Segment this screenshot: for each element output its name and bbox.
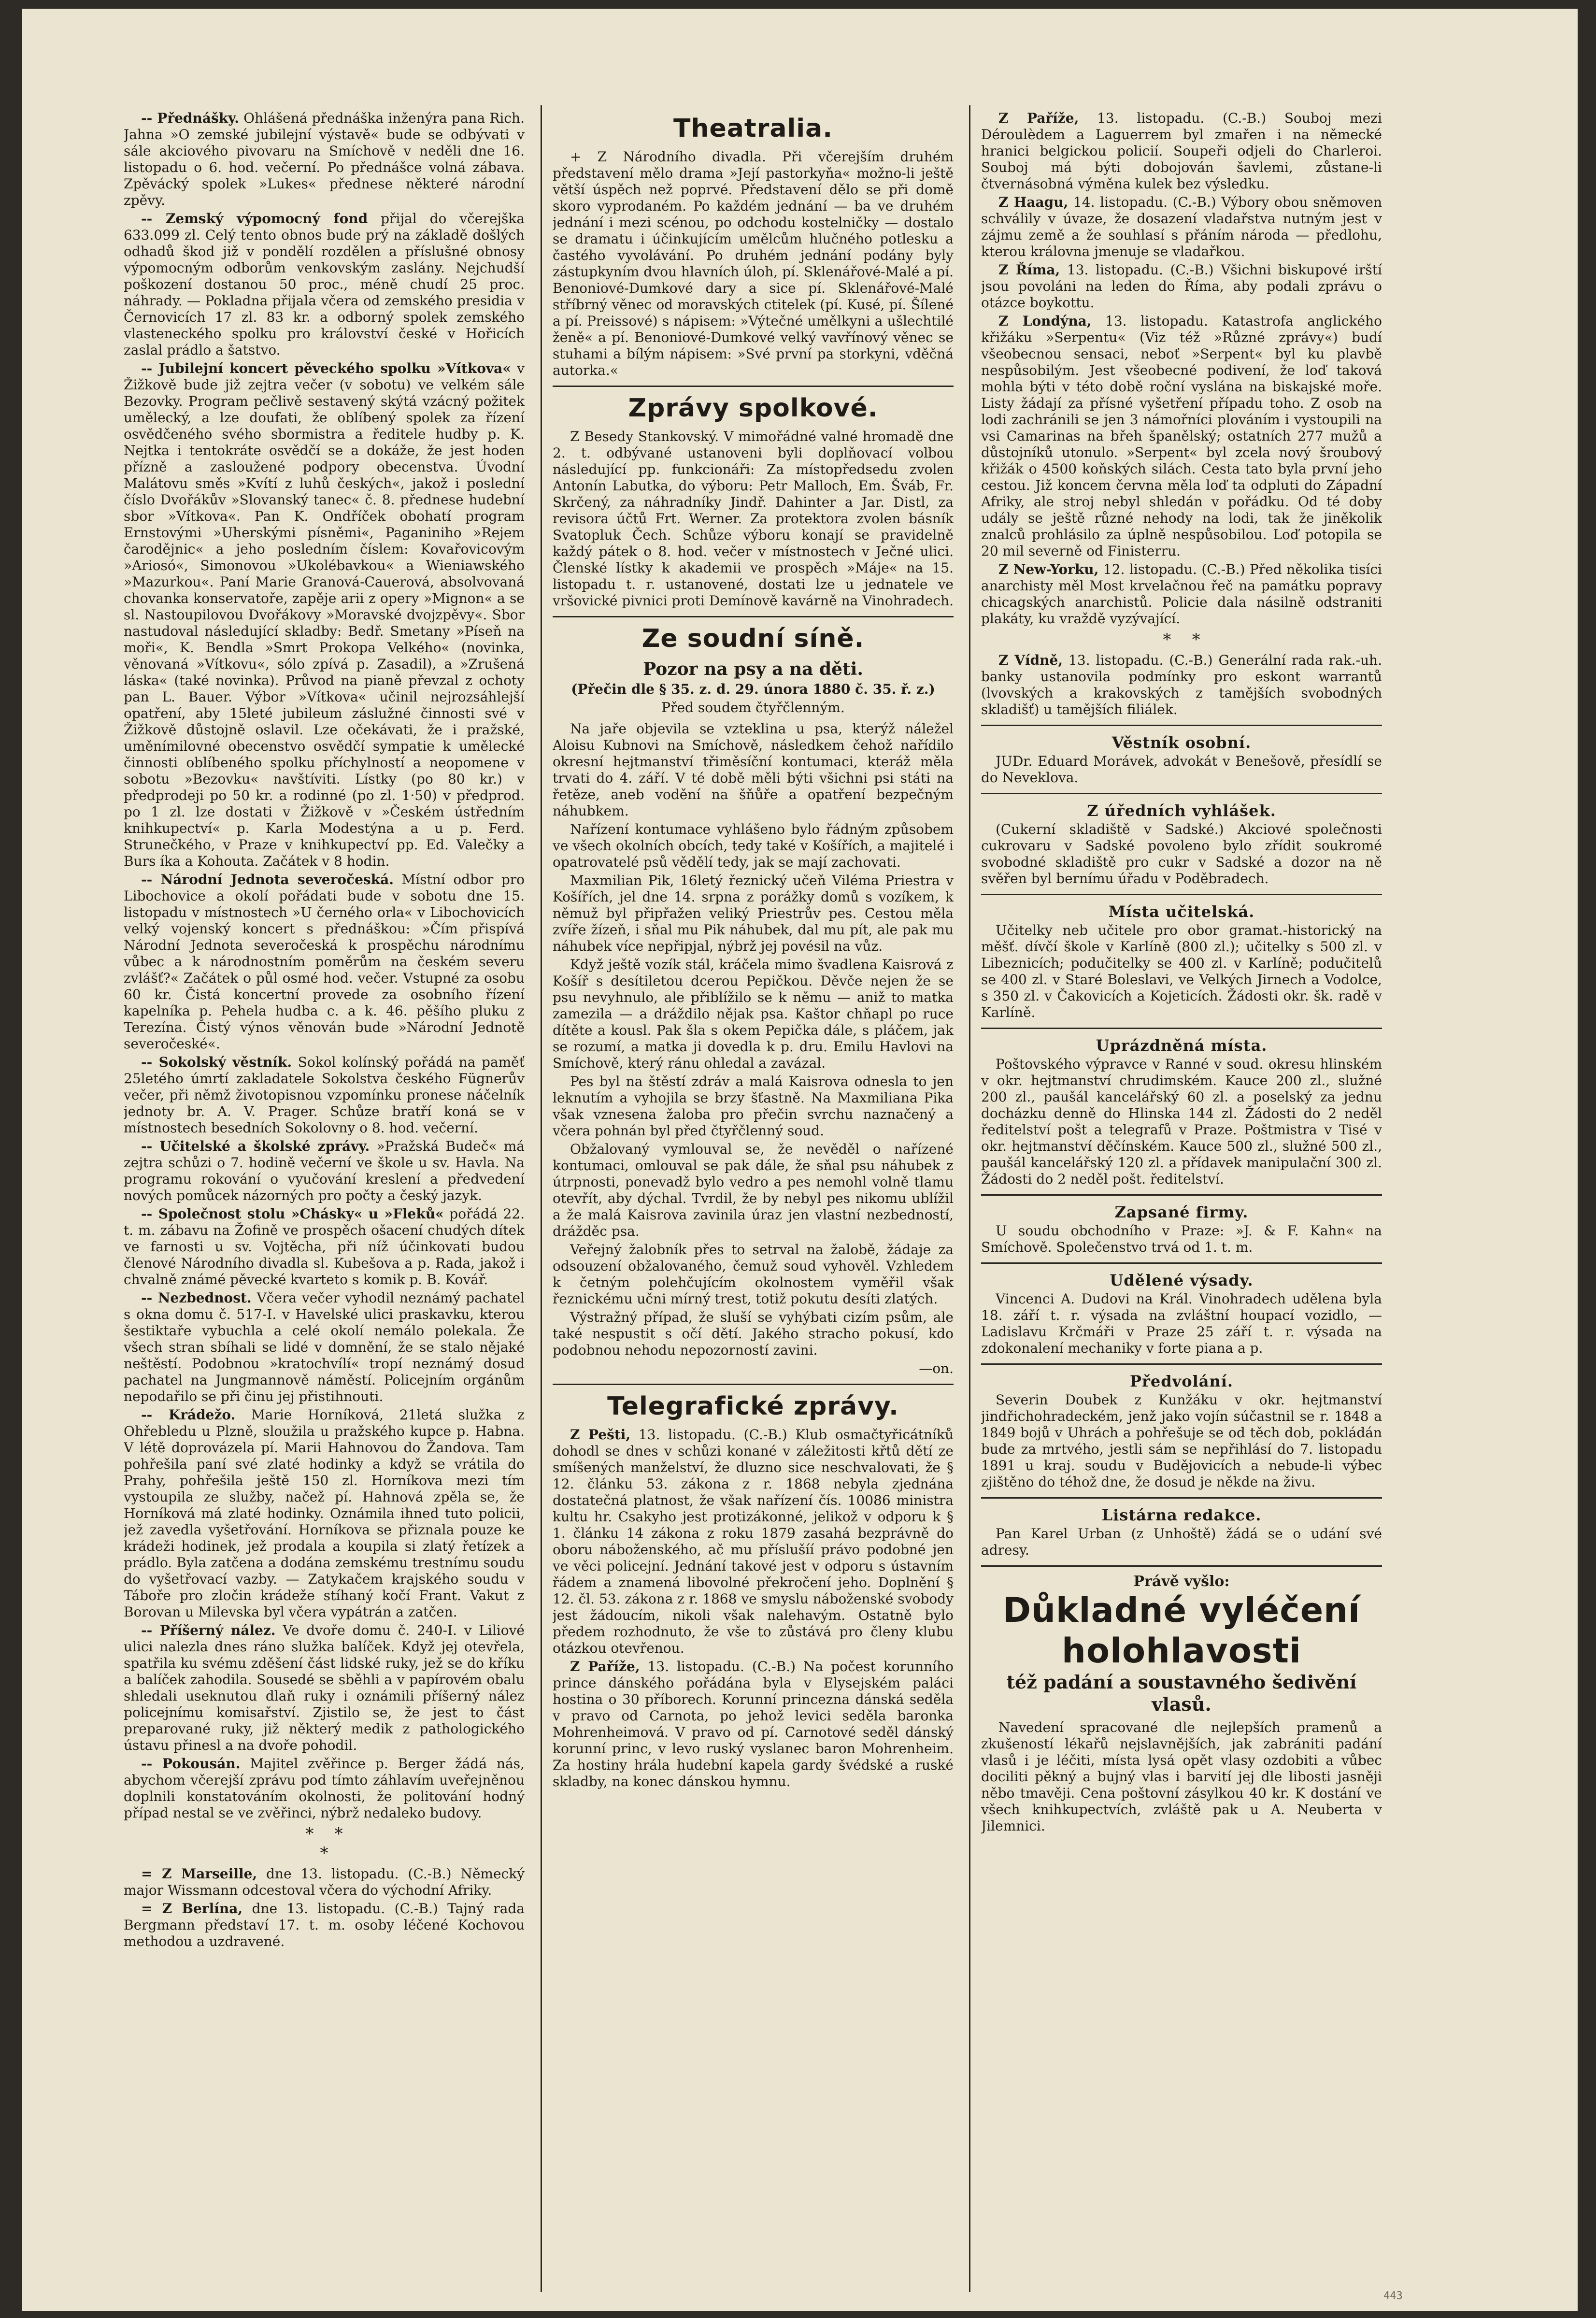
news-item	[124, 1622, 525, 1754]
news-item-text: Ohlášená přednáška inženýra pana Rich. Jahna »O zemské jubilejní výstavě« bude se odbývati v sále akciového pivovaru na Smíchově v neděli dne 16. listopadu o 6. hod. večerní. Po přednášce volná zábava. Zpěvácký spolek »Lukes« přednese některé národní zpěvy.	[124, 110, 525, 208]
section-title-telegrams: Telegrafické zprávy.	[607, 1392, 899, 1421]
telegram-item	[124, 1866, 525, 1899]
telegram-item-lead: = Z Berlína,	[141, 1901, 243, 1917]
ad-intro: Právě vyšlo:	[1133, 1573, 1230, 1590]
news-item-text: přijal do včerejška 633.099 zl. Celý tento obnos bude prý na základě došlých odhadů škod již v pondělí rozdělen a příslušné obnosy výpomocným odborům venkovským zaslány. Nejchudší poškození dostanou 50 proc., méně chudí 25 proc. náhrady. — Pokladna přijala včera od zemského presidia v Černovicích 17 zl. 83 kr. a odborný spolek zemského vlasteneckého spolku pro království české v Hořicích zaslal prádlo a šatstvo.	[124, 211, 525, 358]
column-rule-left	[541, 105, 542, 2292]
notice-text: Pan Karel Urban (z Unhoště) žádá se o udání své adresy.	[981, 1526, 1382, 1558]
news-item-lead: -- Přednášky.	[141, 110, 239, 126]
telegram-item-lead: Z Říma,	[998, 262, 1060, 278]
telegram-list	[981, 110, 1382, 627]
notice-box	[981, 1028, 1382, 1188]
separator-stars: * * *	[305, 1824, 343, 1863]
notice-box	[981, 1363, 1382, 1490]
notice-title: Uprázdněná místa.	[1096, 1036, 1268, 1055]
news-item	[124, 110, 525, 209]
court-paragraph: Pes byl na štěstí zdráv a malá Kaisrova odnesla to jen leknutím a vyhojila se brzy šťastně. Na Maxmiliana Pika však vznesena žaloba pro přečin svrchu naznačený a včera pohnán byl před čtyřčlenný soud.	[553, 1073, 954, 1139]
news-item-text: Marie Horníková, 21letá služka z Ohřebledu u Plzně, sloužila u pražského kupce p. Habna. V létě doprovázela pí. Marii Hahnovou do Žandova. Tam pohřešila paní své zlaté hodinky a když se vrátila do Prahy, pohřešila ještě 150 zl. Horníkova mezi tím vystoupila ze služby, načež pí. Hahnová zpěla se, že Horníková má zlaté hodinky. Oznámila ihned tuto policii, jež zavedla vyšetřování. Horníkova se přiznala pouze ke krádeži hodinek, jež prodala a koupila si zlatý řetízek a prádlo. Byla zatčena a dodána zemskému trestnímu soudu do vyšetřovací vazby. — Zatykačem krajského soudu v Táboře pro zločin krádeže stíhaný kočí Frant. Vakut z Borovan u Milevska byl včera vypátrán a zatčen.	[124, 1407, 525, 1620]
news-item-text: Majitel zvěřince p. Berger žádá nás, abychom včerejší zprávu pod tímto záhlavím uveřejněnou doplnili konstatováním okolnosti, že politování hodný případ nestal se ve zvěřinci, nýbrž nedaleko budovy.	[124, 1756, 525, 1821]
telegram-list	[553, 1427, 954, 1790]
advertisement	[981, 1574, 1382, 1834]
telegram-item	[553, 1427, 954, 1657]
telegram-item-text: 13. listopadu. (C.-B.) Všichni biskupové irští jsou povoláni na leden do Říma, aby podali zprávu o otázce boykottu.	[981, 262, 1382, 311]
news-item-lead: -- Zemský výpomocný fond	[141, 211, 368, 227]
news-item	[124, 1756, 525, 1821]
court-paragraph: Veřejný žalobník přes to setrval na žalobě, žádaje za odsouzení obžalovaného, čemuž soud vyhověl. Vzhledem k četným polehčujícím okolnostem vyměřil však řeznickému učni mírný trest, totiž pokutu desíti zlatých.	[553, 1242, 954, 1307]
court-subtitle: Před soudem čtyřčlenným.	[661, 700, 845, 715]
notice-text: Poštovského výpravce v Ranné v soud. okresu hlinském v okr. hejtmanství chrudimském. Kauce 200 zl., služné 200 zl., paušál kancelářský 60 zl. a poselský za jednu docházku denně do Hlinska 144 zl. Žádosti do 2 neděl ředitelství pošt a telegrafů v Praze. Poštmistra v Tisé v okr. hejtmanství děčínském. Kauce 500 zl., služné 500 zl., paušál kancelářský 120 zl. a přídavek manipulační 300 zl. Žádosti do 2 neděl pošt. ředitelství.	[981, 1056, 1382, 1187]
news-item-lead: -- Krádežo.	[141, 1407, 236, 1423]
notice-title: Zapsané firmy.	[1114, 1203, 1249, 1221]
divider	[981, 725, 1382, 726]
telegram-item-lead: = Z Marseille,	[141, 1866, 257, 1882]
notice-title: Udělené výsady.	[1110, 1271, 1254, 1289]
telegram-item-text: dne 13. listopadu. (C.-B.) Německý major Wissmann odcestoval včera do východní Afriky.	[124, 1866, 525, 1898]
telegram-item-lead: Z New-Yorku,	[998, 561, 1099, 577]
notice-box	[981, 725, 1382, 786]
news-item-lead: -- Příšerný nález.	[141, 1622, 276, 1638]
telegram-item	[981, 561, 1382, 627]
notice-title: Místa učitelská.	[1108, 902, 1255, 921]
column-middle	[553, 110, 954, 2297]
notice-text: Učitelky neb učitele pro obor gramat.-historický na měšť. dívčí škole v Karlíně (800 zl.); učitelky s 500 zl. v Libeznicích; podučitelky se 400 zl. v Karlíně; podučitelů se 400 zl. v Staré Boleslavi, ve Velkých Jirnech a Vodolce, s 350 zl. v Čakovicích a Kojeticích. Žádosti okr. šk. radě v Karlíně.	[981, 922, 1382, 1020]
news-item-lead: -- Nezbednost.	[141, 1290, 252, 1306]
divider	[981, 793, 1382, 794]
news-item-text: »Pražská Budeč« má zejtra schůzi o 7. hodině večerní ve škole u sv. Havla. Na programu rokování o vyučování kreslení a předvedení nových pomůcek názorných pro počty a český jazyk.	[124, 1138, 525, 1203]
news-item-lead: -- Národní Jednota severočeská.	[141, 872, 394, 887]
telegram-item-lead: Z Haagu,	[998, 194, 1069, 210]
court-headline: Pozor na psy a na děti.	[643, 659, 863, 679]
notice-box	[981, 1194, 1382, 1256]
section-title-court: Ze soudní síně.	[641, 624, 865, 653]
column-rule-right	[969, 105, 970, 2292]
divider	[553, 616, 954, 617]
court-paragraph: Výstražný případ, že sluší se vyhýbati cizím psům, ale také nespustit s očí dětí. Jakého stracho pokusí, kdo podobnou nehodu nepozorností zavini.	[553, 1309, 954, 1358]
ad-subtitle: též padání a soustavného šedivění vlasů.	[1006, 1671, 1357, 1715]
ad-body: Navedení spracované dle nejlepších pramenů a zkušeností lékařů nejslavnějších, jak zabrániti padání vlasů i je léčiti, místa lysá opět vlasy ozdobiti a vůbec dociliti pěkný a bujný vlas i barvití jej dle libosti jasněji něbo tmavěji. Cena poštovní zásylkou 40 kr. K dostání ve všech knihkupectvích, zvláště pak u A. Neuberta v Jilemnici.	[981, 1719, 1382, 1834]
telegram-item-lead: Z Paříže,	[570, 1659, 640, 1674]
court-signature: —on.	[919, 1360, 954, 1376]
telegram-list	[124, 1866, 525, 1950]
news-item	[124, 1138, 525, 1204]
divider	[553, 1384, 954, 1385]
theatre-article: + Z Národního divadla. Při včerejším druhém představení mělo drama »Její pastorkyňa« možno-li ještě větší úspěch než poprvé. Představení dělo se při domě skoro vyprodaném. Po každém jednání — ba ve druhém jednání i mezi scénou, po odchodu kostelničky — dostalo se dramatu i účinkujícím umělcům hlučného potlesku a častého vyvolávání. Po druhém jednání podány byly zástupkyním dvou hlavních úloh, pí. Sklenářové-Malé a pí. Benoniové-Dumkové dary a sice pí. Sklenářové-Malé stříbrný věnec od moravských ctitelek (pí. Kusé, pí. Šílené a pí. Preissové) s nápisem: »Výtečné umělkyni a ušlechtilé ženě« a pí. Benoniové-Dumkové velký vavřínový věnec se stuhami a bílým nápisem: »Své první pa storkyni, vděčná autorka.«	[553, 149, 954, 378]
news-item-lead: -- Učitelské a školské zprávy.	[141, 1138, 370, 1154]
notice-title: Z úředních vyhlášek.	[1087, 801, 1276, 820]
notice-text: (Cukerní skladiště v Sadské.) Akciové společnosti cukrovaru v Sadské povoleno bylo zřídit soukromé svobodné skladiště pro cukr v Sadské a dozor na ně svěřen byl bernímu úřadu v Poděbradech.	[981, 821, 1382, 887]
newspaper-page	[22, 9, 1578, 2311]
divider	[553, 386, 954, 387]
section-title-club-news: Zprávy spolkové.	[628, 394, 878, 423]
telegram-item-text: 13. listopadu. (C.-B.) Souboj mezi Déroulèdem a Laguerrem byl zmařen i na německé hranici belgickou policií. Soupeři odjeli do Charleroi. Souboj má býti dobojován šavlemi, zůstane-li čtvernásobná výměna kulek bez výsledku.	[981, 110, 1382, 192]
court-paragraph: Maxmilian Pik, 16letý řeznický učeň Viléma Priestra v Košířích, jel dne 14. srpna z porážky domů s vozíkem, k němuž byl připřažen veliký Priestrův pes. Cestou měla zvíře žízeň, i sňal mu Pik náhubek, dal mu pít, ale pak mu náhubek více nepřipjal, nýbrž jej povésil na vůz.	[553, 873, 954, 954]
telegram-item	[553, 1659, 954, 1790]
news-item-lead: -- Pokousán.	[141, 1756, 241, 1772]
court-law-reference: (Přečin dle § 35. z. d. 29. února 1880 č. 35. ř. z.)	[571, 681, 935, 697]
notice-title: Věstník osobní.	[1112, 733, 1252, 752]
separator-stars: * *	[1163, 630, 1200, 649]
court-paragraph: Na jaře objevila se vzteklina u psa, kterýž náležel Aloisu Kubnovi na Smíchově, následkem čehož nařídilo okresní hejtmanství třiměsíční kontumaci, kteráž měla trvati do 4. září. V té době měli býti všichni psi státi na řetěze, aneb vodění na šňůře a opatření bezpečným náhubkem.	[553, 721, 954, 819]
notice-text: Severin Doubek z Kunžáku v okr. hejtmanství jindřichohradeckém, jenž jako vojín súčastnil se r. 1848 a 1849 bojů v Uhrách a pohřešuje se od těch dob, pokládán bude za mrtvého, jestli sám se nepřihlásí do 7. listopadu 1891 u kraj. soudu v Budějovicích a nebude-li výbec zjištěno do téhož dne, že dosud je někde na živu.	[981, 1392, 1382, 1490]
telegram-item-lead: Z Pešti,	[570, 1427, 631, 1443]
column-right	[981, 110, 1382, 2297]
news-item-text: pořádá 22. t. m. zábavu na Žofině ve prospěch ošacení chudých dítek ve farnosti u sv. Vojtěcha, při níž účinkovati budou členové Národního divadla sl. Kubešova a p. Rada, jakož i chvalně známé pěvecké kvarteto s komik p. B. Kovář.	[124, 1206, 525, 1288]
news-item-text: Sokol kolínský pořádá na paměť 25letého úmrtí zakladatele Sokolstva českého Fügnerův večer, při němž životopisnou vzpomínku pronese náčelník jednoty br. A. V. Prager. Schůze bratří koná se v místnostech besedních Sokolovny o 8. hod. večerní.	[124, 1054, 525, 1136]
notice-box	[981, 894, 1382, 1021]
news-item-text: v Žižkově bude již zejtra večer (v sobotu) ve velkém sále Bezovky. Program pečlivě sestavený skýtá vzácný požitek umělecký, a lze doufati, že oblíbený spolek za řízení osvědčeného svého sbormistra a ředitele hudby p. K. Nejtka i tentokráte osvědčí se a dokáže, že jest hoden přízně a zasloužené podpory obecenstva. Úvodní Malátovu směs »Kvítí z luhů českých«, jakož i poslední číslo Dvořákův »Slovanský tanec« č. 8. přednese hudební sbor »Vítkova«. Pan K. Ondříček obohatí program Ernstovými »Uherskými písněmi«, Paganiniho »Rejem čarodějnic« a jeho posledním číslem: Kovařovicovým »Ariosó«, Simonovou »Ukolébavkou« a Wieniawského »Mazurkou«. Paní Marie Granová-Cauerová, absolvovaná chovanka konservatoře, zapěje arii z opery »Mignon« a se sl. Nastoupilovou Dvořákovy »Moravské dvojzpěvy«. Sbor nastudoval následující skladby: Bedř. Smetany »Píseň na moři«, K. Bendla »Smrt Prokopa Velkého« (novinka, věnovaná »Vítkovu«, sólo zpívá p. Zasadil), a »Zrušená láska« (také novinka). Průvod na pianě převzal z ochoty pan L. Bauer. Výbor »Vítkova« učinil nejrozsáhlejší opatření, aby 15leté jubileum záslužné činnosti své v Žižkově důstojně oslavil. Lze očekávati, že i pražské, uměnímilovné obecenstvo osvědčí sympatie k umělecké činnosti oblíbeného spolku příchylností a neopomene v sobotu »Bezovku« navštíviti. Lístky (po 80 kr.) v předprodeji po 50 kr. a rodinné (po zl. 1·50) v předprod. po 1 zl. lze dostati v Žižkově v »Českém ústředním knihkupectví« p. Karla Modestýna a u p. Ferd. Strunečkého, v Praze v knihkupectví pp. Ed. Valečky a Burs íka a Kohouta. Začátek v 8 hodin.	[124, 360, 525, 869]
news-item	[124, 360, 525, 870]
court-paragraph: Obžalovaný vymlouval se, že nevěděl o nařízené kontumaci, omlouval se pak dále, že sňal psu náhubek z útrpnosti, ponevadž bylo vedro a pes nemohl volně tlamu otevřít, aby dýchal. Tvrdil, že by nebyl pes nikomu ublížil a že malá Kaisrova zavinila úraz jen vlastní nezbedností, drážděc psa.	[553, 1141, 954, 1239]
notice-text: U soudu obchodního v Praze: »J. & F. Kahn« na Smíchově. Společenstvo trvá od 1. t. m.	[981, 1223, 1382, 1255]
divider	[981, 1565, 1382, 1567]
vienna-telegram: Z Vídně, 13. listopadu. (C.-B.) Generální rada rak.-uh. banky ustanovila podmínky pro eskont warrantů (lvovských a krakovských z tamějších svobodných skladišť) u tamějších filiálek.	[981, 652, 1382, 717]
news-item-lead: -- Sokolský věstník.	[141, 1054, 292, 1070]
telegram-item	[981, 313, 1382, 559]
notice-text: Vincenci A. Dudovi na Král. Vinohradech udělena byla 18. září t. r. výsada na zvláštní houpací vozidlo, — Ladislavu Krčmáři v Praze 25 září t. r. výsada na zdokonalení mechaniky v forte piana a p.	[981, 1291, 1382, 1356]
news-item-lead: -- Společnost stolu »Chásky« u »Fleků«	[141, 1206, 444, 1222]
telegram-item-lead: Z Paříže,	[998, 110, 1079, 126]
news-item	[124, 872, 525, 1052]
news-item	[124, 1054, 525, 1136]
divider	[981, 1194, 1382, 1196]
column-local-news	[124, 110, 525, 2297]
telegram-item-text: 13. listopadu. (C.-B.) Na počest korunního prince dánského pořádána byla v Elysejském paláci hostina o 30 příborech. Korunní princezna dánská seděla v pravo od Carnota, po jehož levici seděla baronka Mohrenheimová. V pravo od pí. Carnotové seděl dánský korunní princ, v levo ruský vyslanec baron Mohrenheim. Za hostiny hrála hudební kapela gardy švédské a ruské skladby, na konec dánskou hymnu.	[553, 1659, 954, 1789]
telegram-item	[124, 1901, 525, 1950]
telegram-item-text: 14. listopadu. (C.-B.) Výbory obou sněmoven schválily v úvaze, že dosazení vladařstva nutným jest v zájmu země a že souhlasí s přáním národa — předlohu, kterou královna jmenuje se vladařkou.	[981, 194, 1382, 259]
section-title-theatre: Theatralia.	[673, 114, 833, 143]
local-news-list	[124, 110, 525, 1821]
news-item	[124, 211, 525, 358]
divider	[981, 894, 1382, 895]
court-article	[553, 721, 954, 1359]
news-item-lead: -- Jubilejní koncert pěveckého spolku »Vítkova«	[141, 360, 511, 376]
telegram-item	[981, 194, 1382, 260]
news-item	[124, 1206, 525, 1288]
club-article: Z Besedy Stankovský. V mimořádné valné hromadě dne 2. t. odbývané ustanoveni byli doplňovací volbou následující pp. funkcionáři: Za místopředsedu zvolen Antonín Labutka, do výboru: Petr Malloch, Em. Šváb, Fr. Skrčený, za náhradníky Jindř. Dahinter a Jar. Distl, za revisora účtů Frt. Werner. Za protektora zvolen básník Svatopluk Čech. Schůze výboru konají se pravidelně každý pátek o 8. hod. večer v místnostech v Ječné ulici. Členské lístky k akademii ve prospěch »Máje« na 15. listopadu t. r. ustanovené, dostati lze u jednatele ve vršovické pivnici proti Demínově kavárně na Vinohradech.	[553, 429, 954, 609]
telegram-item	[981, 110, 1382, 192]
notice-text: JUDr. Eduard Morávek, advokát v Benešově, přesídlí se do Neveklova.	[981, 753, 1382, 786]
notice-title: Listárna redakce.	[1101, 1506, 1262, 1524]
ad-title: Důkladné vyléčení holohlavosti	[1002, 1590, 1361, 1671]
notices-list	[981, 725, 1382, 1559]
telegram-item	[981, 262, 1382, 311]
news-item-text: Včera večer vyhodil neznámý pachatel s okna domu č. 517-I. v Havelské ulici praskavku, kterou šestiktaře vybuchla a celé okolí nemálo polekala. Že všech stran sbíhali se lidé v domnění, že se stalo nějaké neštěstí. Podobnou »kratochvílí« tropí neznámý dosud pachatel na Jungmannově náměstí. Policejním orgánům nepodařilo se při činu jej přistihnouti.	[124, 1290, 525, 1404]
news-item-text: Místní odbor pro Libochovice a okolí pořádati bude v sobotu dne 15. listopadu v místnostech »U černého orla« v Libochovicích velký vojenský koncert s přednáškou: »Čím přispívá Národní Jednota severočeská k prospěchu národnímu vůbec a k národnostním poměrům na českém severu zvlášť?« Začátek o půl osmé hod. večer. Vstupné za osobu 60 kr. Čistá koncertní provede za osobního řízení kapelníka p. Pehela hudba c. a k. 46. pěšího pluku z Terezína. Čistý výnos věnován bude »Národní Jednotě severočeské«.	[124, 872, 525, 1052]
divider	[981, 1028, 1382, 1029]
telegram-item-text: 12. listopadu. (C.-B.) Před několika tisíci anarchisty měl Most krvelačnou řeč na památku popravy chicagských anarchistů. Policie dala násilně odstraniti plakáty, ku vraždě vyzývající.	[981, 561, 1382, 627]
notice-box	[981, 793, 1382, 887]
telegram-item-lead: Z Londýna,	[998, 313, 1092, 329]
telegram-item-text: 13. listopadu. Katastrofa anglického křižáku »Serpentu« (Viz též »Různé zprávy«) budí všeobecnou sensaci, neboť »Serpent« byl ku plavbě nespůsobilým. Jest všeobecné podivení, že loď taková mohla býti v této době roční vyslána na biskajské moře. Listy žádají za přísné vyšetření případu toho. Z osob na lodi zachránili se jen 3 námořníci plováním i vystoupili na vsi Camarinas na břeh španělský; ostatních 277 mužů a důstojníků utonulo. »Serpent« byl zcela nový šroubový křižák o 4500 koňských silách. Cesta tato byla první jeho cestou. Již koncem června měla loď ta odpluti do Západní Afriky, ale stroj nebyl shledán v pořádku. Od té doby udály se ještě různé nehody na lodi, tak že jiněkolik znalců prohlásilo za úplně nespůsobilou. Loď potopila se 20 mil severně od Finisterru.	[981, 313, 1382, 559]
divider	[981, 1262, 1382, 1264]
news-item-text: Ve dvoře domu č. 240-I. v Liliové ulici nalezla dnes ráno služka balíček. Když jej otevřela, spatřila ku svému zděšení část lidské ruky, jež se do kříku a balíček zahodila. Sousedé se sběhli a v papírovém obalu shledali useknutou dlaň ruky i oznámili příšerný nález policejnímu komisařství. Zjistilo se, že jest to část preparované ruky, již některý medik z pathologického ústavu přinesl a na dvoře pohodil.	[124, 1622, 525, 1753]
news-item	[124, 1407, 525, 1620]
news-item	[124, 1290, 525, 1405]
notice-title: Předvolání.	[1129, 1372, 1234, 1390]
notice-box	[981, 1262, 1382, 1357]
telegram-item-text: 13. listopadu. (C.-B.) Klub osmačtyřicátníků dohodl se dnes v schůzi konané v záležitosti křtů dětí ze smíšených manželství, že dluzno sice neschvalovati, že § 12. článku 53. zákona z r. 1868 nebyla zjednána dostatečná platnost, že však nařízení čís. 10086 ministra kultu hr. Csakyho jest protizákonné, jelikož v odporu k § 1. článku 14 zákona z roku 1879 zasahá bezprávně do oboru náboženského, ač mu příslušíí právo podobné jen ve věci policejní. Jednání takové jest v odporu s ústavním řádem a znamená libovolné překročení jeho. Doplnění § 12. čl. 53. zákona z r. 1868 ve smyslu náboženské svobody jest žádoucím, nikoli však nalehavým. Ostatně bylo předem rozhodnuto, že vše to zůstává pro členy klubu otázkou otevřenou.	[553, 1427, 954, 1656]
page-number: 443	[1383, 2290, 1403, 2302]
divider	[981, 1497, 1382, 1499]
telegram-item-text: dne 13. listopadu. (C.-B.) Tajný rada Bergmann představí 17. t. m. osoby léčené Kochovou methodou a uzdravené.	[124, 1901, 525, 1949]
court-paragraph: Když ještě vozík stál, kráčela mimo švadlena Kaisrová z Košíř s desítiletou dcerou Pepičkou. Děvče nejen že se psu nevyhnulo, ale přiblížilo se k němu — aniž to matka zamezila — a dráždilo nějak psa. Kaštor chňapl po ruce dítěte a kousl. Pak šla s okem Pepička dále, s pláčem, jak se rozumí, a matka ji dovedla k p. dru. Emilu Havlovi na Smíchově, který ránu ohledal a zavázal.	[553, 957, 954, 1071]
divider	[981, 1363, 1382, 1365]
court-paragraph: Nařízení kontumace vyhlášeno bylo řádným způsobem ve všech okolních obcích, tedy také v Košířích, a majitelé i opatrovatelé psů vědělí tedy, jak se mají zachovati.	[553, 821, 954, 870]
notice-box	[981, 1497, 1382, 1559]
